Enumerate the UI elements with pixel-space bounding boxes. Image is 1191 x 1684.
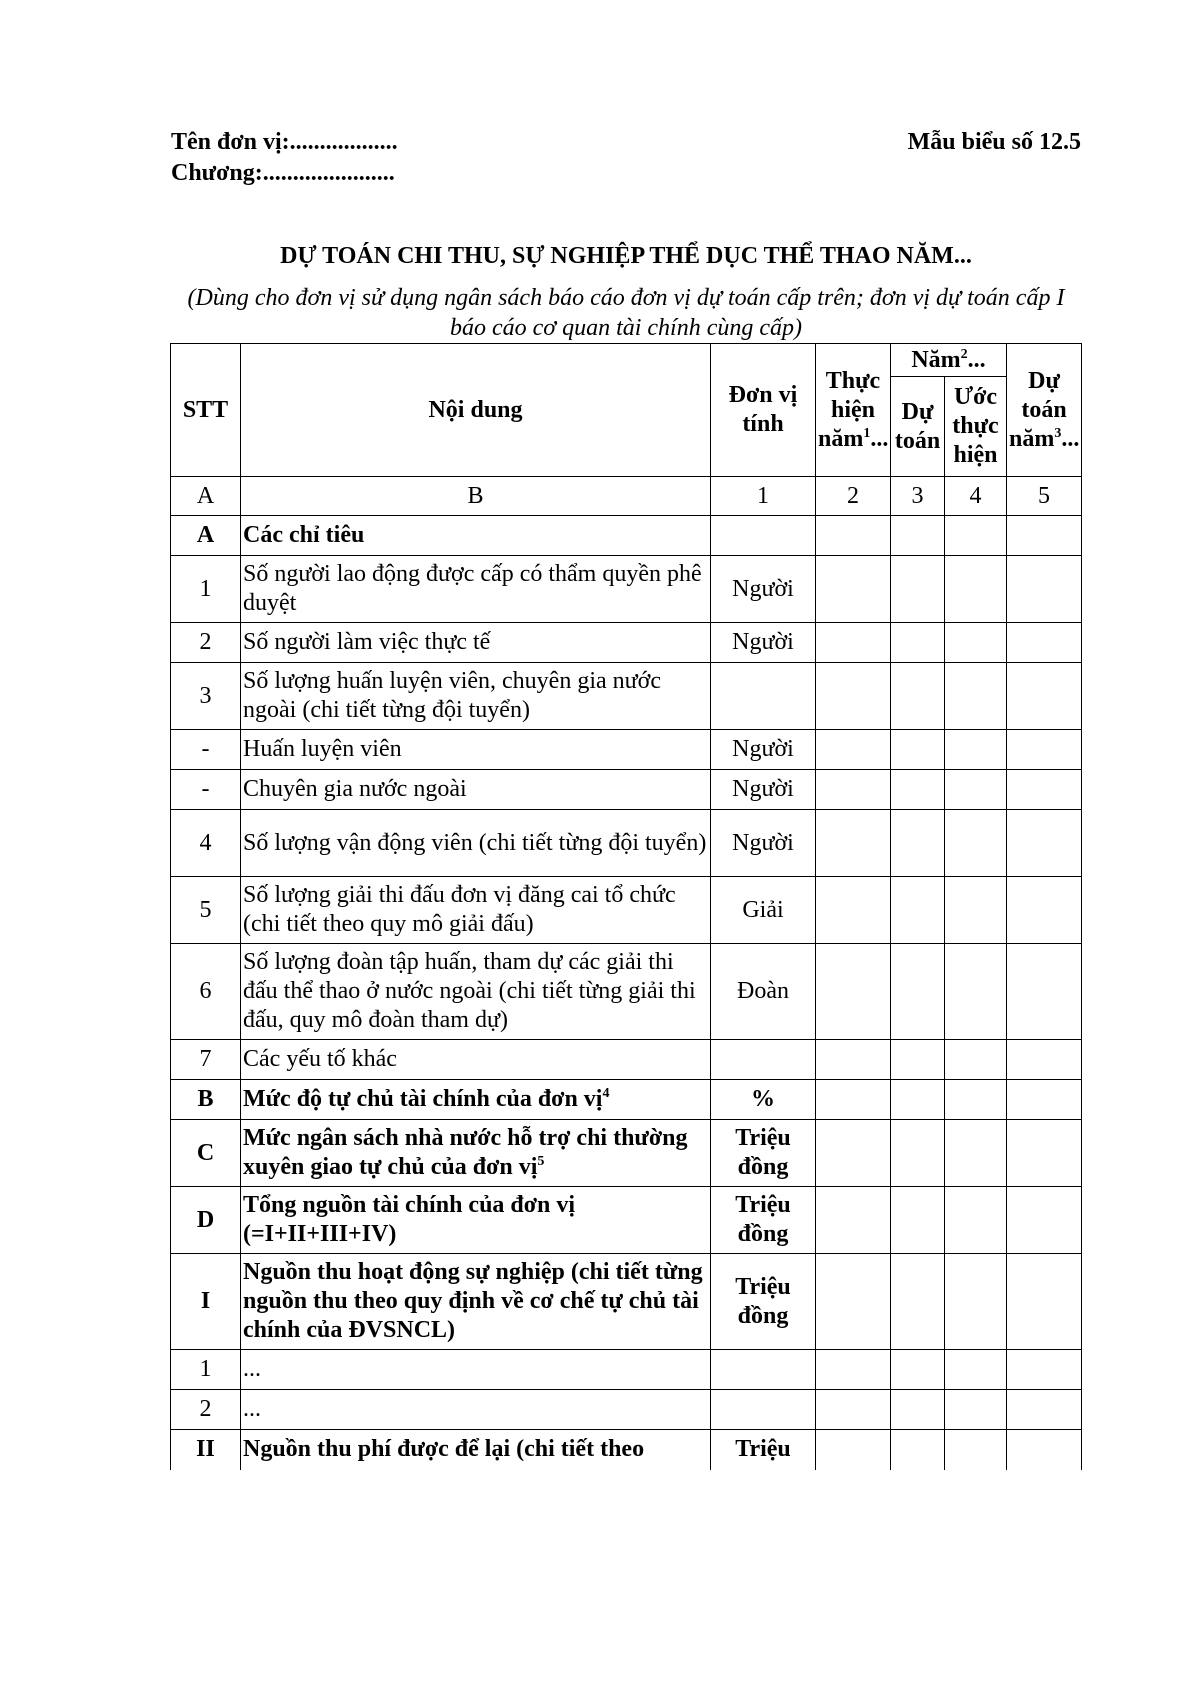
row-content — [241, 1187, 711, 1254]
row-stt: B — [171, 1080, 241, 1120]
value-cell — [1007, 663, 1082, 730]
index-row — [171, 477, 1082, 516]
table-row — [171, 1430, 1082, 1470]
value-cell — [1007, 944, 1082, 1040]
header-content: Nội dung — [241, 344, 711, 477]
row-content-text: Số lượng huấn luyện viên, chuyên gia nước ngoài (chi tiết từng đội tuyển) — [243, 668, 661, 723]
value-cell — [1007, 810, 1082, 877]
row-unit — [711, 663, 816, 730]
value-cell — [1007, 1120, 1082, 1187]
row-content-text: Số người lao động được cấp có thẩm quyền phê duyệt — [243, 561, 702, 616]
row-content — [241, 556, 711, 623]
row-content-text: Mức độ tự chủ tài chính của đơn vị — [243, 1086, 603, 1112]
value-cell — [816, 1080, 891, 1120]
header-actual-text: Thực hiện năm — [818, 367, 881, 452]
value-cell — [891, 1430, 945, 1470]
footnote-1: 1 — [863, 425, 871, 441]
value-cell — [816, 730, 891, 770]
value-cell — [945, 516, 1007, 556]
value-cell — [945, 1187, 1007, 1254]
table-row — [171, 1080, 1082, 1120]
row-content — [241, 1430, 711, 1470]
value-cell — [891, 556, 945, 623]
value-cell — [891, 770, 945, 810]
row-content-text: Chuyên gia nước ngoài — [243, 776, 467, 802]
header-budget — [1007, 344, 1082, 477]
value-cell — [816, 556, 891, 623]
value-cell — [891, 516, 945, 556]
document-subtitle: (Dùng cho đơn vị sử dụng ngân sách báo cáo đơn vị dự toán cấp trên; đơn vị dự toán cấp I báo cáo cơ quan tài chính cùng cấp) — [187, 285, 1065, 341]
row-stt: A — [171, 516, 241, 556]
table-row — [171, 1187, 1082, 1254]
row-content-text: Huấn luyện viên — [243, 736, 402, 762]
row-unit: Người — [711, 810, 816, 877]
value-cell — [891, 1080, 945, 1120]
header-year-suffix: ... — [967, 346, 986, 373]
value-cell — [1007, 1254, 1082, 1350]
header-year-text: Năm — [911, 346, 961, 373]
value-cell — [891, 1350, 945, 1390]
value-cell — [1007, 623, 1082, 663]
value-cell — [816, 1390, 891, 1430]
value-cell — [891, 1187, 945, 1254]
row-content-text: ... — [243, 1396, 261, 1422]
header-est-actual: Ước thực hiện — [945, 377, 1007, 477]
table-row — [171, 556, 1082, 623]
value-cell — [945, 1254, 1007, 1350]
value-cell — [816, 1254, 891, 1350]
row-stt: - — [171, 730, 241, 770]
row-content — [241, 663, 711, 730]
value-cell — [1007, 1080, 1082, 1120]
index-cell: 4 — [945, 477, 1007, 516]
row-content-text: Nguồn thu hoạt động sự nghiệp (chi tiết từng nguồn thu theo quy định về cơ chế tự chủ tài chính của ĐVSNCL) — [243, 1259, 703, 1343]
row-unit — [711, 1350, 816, 1390]
row-content-text: Số lượng đoàn tập huấn, tham dự các giải thi đấu thể thao ở nước ngoài (chi tiết từng giải thi đấu, quy mô đoàn tham dự) — [243, 949, 696, 1033]
value-cell — [945, 1120, 1007, 1187]
value-cell — [891, 944, 945, 1040]
table-row — [171, 1254, 1082, 1350]
row-content — [241, 1390, 711, 1430]
unit-name-label: Tên đơn vị:.................. — [171, 129, 398, 155]
index-cell: 3 — [891, 477, 945, 516]
value-cell — [1007, 556, 1082, 623]
row-content-text: ... — [243, 1356, 261, 1382]
row-stt: - — [171, 770, 241, 810]
value-cell — [1007, 1040, 1082, 1080]
row-content — [241, 1120, 711, 1187]
header-year — [891, 344, 1007, 377]
value-cell — [1007, 1430, 1082, 1470]
footnote-2: 2 — [960, 346, 968, 362]
row-stt: C — [171, 1120, 241, 1187]
row-content — [241, 810, 711, 877]
row-stt: II — [171, 1430, 241, 1470]
row-content-text: Nguồn thu phí được để lại (chi tiết theo — [243, 1436, 645, 1463]
row-stt: 1 — [171, 556, 241, 623]
value-cell — [1007, 1187, 1082, 1254]
value-cell — [945, 623, 1007, 663]
value-cell — [945, 810, 1007, 877]
footnote-3: 3 — [1054, 425, 1062, 441]
table-row — [171, 516, 1082, 556]
value-cell — [1007, 1350, 1082, 1390]
value-cell — [945, 877, 1007, 944]
row-content — [241, 944, 711, 1040]
value-cell — [1007, 770, 1082, 810]
value-cell — [891, 1040, 945, 1080]
value-cell — [891, 730, 945, 770]
value-cell — [891, 663, 945, 730]
table-row — [171, 1350, 1082, 1390]
index-cell: 5 — [1007, 477, 1082, 516]
value-cell — [816, 1350, 891, 1390]
row-stt: 6 — [171, 944, 241, 1040]
value-cell — [891, 810, 945, 877]
value-cell — [945, 730, 1007, 770]
value-cell — [816, 810, 891, 877]
row-content — [241, 623, 711, 663]
row-unit: Người — [711, 730, 816, 770]
header-unit: Đơn vị tính — [711, 344, 816, 477]
row-unit: Người — [711, 623, 816, 663]
row-unit: Triệu đồng — [711, 1120, 816, 1187]
value-cell — [816, 1040, 891, 1080]
row-unit: Triệu đồng — [711, 1187, 816, 1254]
value-cell — [945, 770, 1007, 810]
row-content — [241, 730, 711, 770]
table-row — [171, 1120, 1082, 1187]
form-number: Mẫu biểu số 12.5 — [907, 129, 1081, 155]
row-stt: D — [171, 1187, 241, 1254]
row-stt: 1 — [171, 1350, 241, 1390]
table-row — [171, 944, 1082, 1040]
table-row — [171, 663, 1082, 730]
budget-table — [170, 343, 1082, 1470]
value-cell — [816, 1430, 891, 1470]
row-stt: 2 — [171, 1390, 241, 1430]
header-budget-suffix: ... — [1061, 425, 1080, 452]
row-content — [241, 1254, 711, 1350]
value-cell — [816, 770, 891, 810]
row-stt: 5 — [171, 877, 241, 944]
row-unit — [711, 1040, 816, 1080]
table-row — [171, 770, 1082, 810]
footnote-marker: 5 — [537, 1154, 545, 1169]
row-stt: 3 — [171, 663, 241, 730]
row-content — [241, 516, 711, 556]
value-cell — [1007, 516, 1082, 556]
row-stt: 7 — [171, 1040, 241, 1080]
value-cell — [1007, 1390, 1082, 1430]
value-cell — [945, 944, 1007, 1040]
table-row — [171, 623, 1082, 663]
table-row — [171, 877, 1082, 944]
index-cell: 2 — [816, 477, 891, 516]
row-unit: Người — [711, 770, 816, 810]
value-cell — [816, 1187, 891, 1254]
row-content-text: Số lượng vận động viên (chi tiết từng đội tuyển) — [243, 829, 707, 856]
header-actual-suffix: ... — [870, 425, 889, 452]
value-cell — [1007, 730, 1082, 770]
row-stt: I — [171, 1254, 241, 1350]
value-cell — [891, 623, 945, 663]
footnote-marker: 4 — [602, 1086, 610, 1101]
value-cell — [816, 516, 891, 556]
document-title: DỰ TOÁN CHI THU, SỰ NGHIỆP THỂ DỤC THỂ THAO NĂM... — [280, 243, 972, 269]
row-content-text: Số người làm việc thực tế — [243, 629, 491, 655]
row-unit — [711, 1390, 816, 1430]
value-cell — [945, 1390, 1007, 1430]
row-content — [241, 1350, 711, 1390]
row-content — [241, 1080, 711, 1120]
row-content-text: Mức ngân sách nhà nước hỗ trợ chi thường xuyên giao tự chủ của đơn vị — [243, 1125, 688, 1180]
row-unit — [711, 516, 816, 556]
header-row-top — [171, 344, 1082, 377]
value-cell — [891, 1254, 945, 1350]
value-cell — [816, 1120, 891, 1187]
value-cell — [945, 1080, 1007, 1120]
table-row — [171, 810, 1082, 877]
header-budget-text: Dự toán năm — [1009, 367, 1067, 452]
header-actual — [816, 344, 891, 477]
table-row — [171, 1040, 1082, 1080]
value-cell — [945, 1040, 1007, 1080]
value-cell — [891, 1390, 945, 1430]
value-cell — [816, 877, 891, 944]
value-cell — [816, 663, 891, 730]
header-stt: STT — [171, 344, 241, 477]
row-content — [241, 1040, 711, 1080]
index-cell: B — [241, 477, 711, 516]
value-cell — [945, 663, 1007, 730]
value-cell — [945, 556, 1007, 623]
row-unit: Triệu đồng — [711, 1254, 816, 1350]
row-content — [241, 877, 711, 944]
row-stt: 2 — [171, 623, 241, 663]
value-cell — [816, 944, 891, 1040]
index-cell: 1 — [711, 477, 816, 516]
row-unit: Giải — [711, 877, 816, 944]
chapter-label: Chương:...................... — [171, 160, 395, 186]
value-cell — [891, 1120, 945, 1187]
row-unit: Đoàn — [711, 944, 816, 1040]
row-content-text: Các yếu tố khác — [243, 1046, 397, 1072]
row-unit: Người — [711, 556, 816, 623]
table-row — [171, 730, 1082, 770]
value-cell — [816, 623, 891, 663]
value-cell — [945, 1430, 1007, 1470]
row-unit: % — [711, 1080, 816, 1120]
row-content-text: Tổng nguồn tài chính của đơn vị (=I+II+III+IV) — [243, 1192, 576, 1247]
header-estimate: Dự toán — [891, 377, 945, 477]
index-cell: A — [171, 477, 241, 516]
row-content-text: Các chỉ tiêu — [243, 522, 365, 548]
value-cell — [945, 1350, 1007, 1390]
row-content — [241, 770, 711, 810]
table-row — [171, 1390, 1082, 1430]
row-content-text: Số lượng giải thi đấu đơn vị đăng cai tổ chức (chi tiết theo quy mô giải đấu) — [243, 882, 676, 937]
row-unit: Triệu — [711, 1430, 816, 1470]
value-cell — [891, 877, 945, 944]
row-stt: 4 — [171, 810, 241, 877]
value-cell — [1007, 877, 1082, 944]
